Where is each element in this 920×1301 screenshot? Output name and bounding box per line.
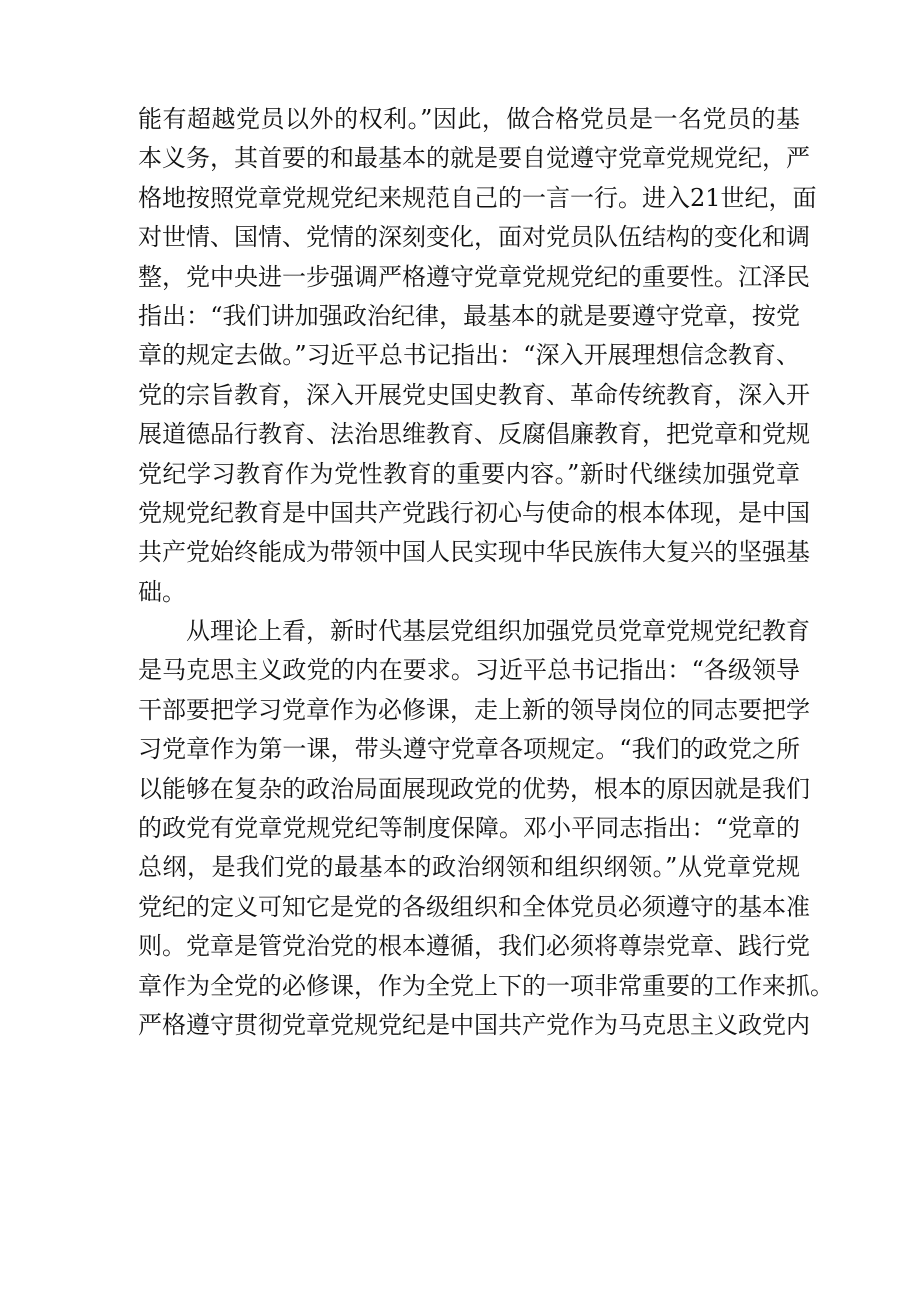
paragraph-line: 以能够在复杂的政治局面展现政党的优势，根本的原因就是我们 [138, 774, 810, 803]
paragraph-line: 党纪学习教育作为党性教育的重要内容。”新时代继续加强党章 [138, 459, 800, 488]
paragraph-line: 习党章作为第一课，带头遵守党章各项规定。“我们的政党之所 [138, 735, 800, 764]
paragraph-line: 党的宗旨教育，深入开展党史国史教育、革命传统教育，深入开 [138, 380, 810, 409]
paragraph-line: 是马克思主义政党的内在要求。习近平总书记指出：“各级领导 [138, 656, 800, 685]
paragraph-line: 指出：“我们讲加强政治纪律，最基本的就是要遵守党章，按党 [138, 301, 800, 330]
paragraph-line: 党纪的定义可知它是党的各级组织和全体党员必须遵守的基本准 [138, 892, 810, 921]
paragraph-line: 的政党有党章党规党纪等制度保障。邓小平同志指出：“党章的 [138, 814, 800, 843]
paragraph-line: 能有超越党员以外的权利。”因此，做合格党员是一名党员的基 [138, 105, 800, 133]
paragraph-line: 展道德品行教育、法治思维教育、反腐倡廉教育，把党章和党规 [138, 420, 810, 449]
paragraph-line: 章作为全党的必修课，作为全党上下的一项非常重要的工作来抓。 [138, 971, 834, 1000]
paragraph-line: 则。党章是管党治党的根本遵循，我们必须将尊崇党章、践行党 [138, 932, 810, 961]
paragraph-line: 党规党纪教育是中国共产党践行初心与使命的根本体现，是中国 [138, 498, 810, 527]
paragraph-line: 对世情、国情、党情的深刻变化，面对党员队伍结构的变化和调 [138, 223, 810, 252]
paragraph-line: 础。 [138, 577, 186, 606]
body-text [138, 100, 834, 1045]
paragraph-line: 总纲，是我们党的最基本的政治纲领和组织纲领。”从党章党规 [138, 853, 800, 882]
paragraph-line: 严格遵守贯彻党章党规党纪是中国共产党作为马克思主义政党内 [138, 1010, 810, 1039]
paragraph-line: 干部要把学习党章作为必修课，走上新的领导岗位的同志要把学 [138, 695, 810, 724]
paragraph-line: 共产党始终能成为带领中国人民实现中华民族伟大复兴的坚强基 [138, 538, 810, 567]
paragraph-line: 章的规定去做。”习近平总书记指出：“深入开展理想信念教育、 [138, 341, 800, 370]
paragraph-line: 从理论上看，新时代基层党组织加强党员党章党规党纪教育 [186, 617, 810, 646]
paragraph-line: 本义务，其首要的和最基本的就是要自觉遵守党章党规党纪，严 [138, 144, 810, 173]
paragraph-1 [138, 100, 817, 612]
paragraph-line: 格地按照党章党规党纪来规范自己的一言一行。进入21世纪，面 [138, 183, 817, 212]
paragraph-2 [138, 612, 834, 1045]
paragraph-line: 整，党中央进一步强调严格遵守党章党规党纪的重要性。江泽民 [138, 262, 810, 291]
